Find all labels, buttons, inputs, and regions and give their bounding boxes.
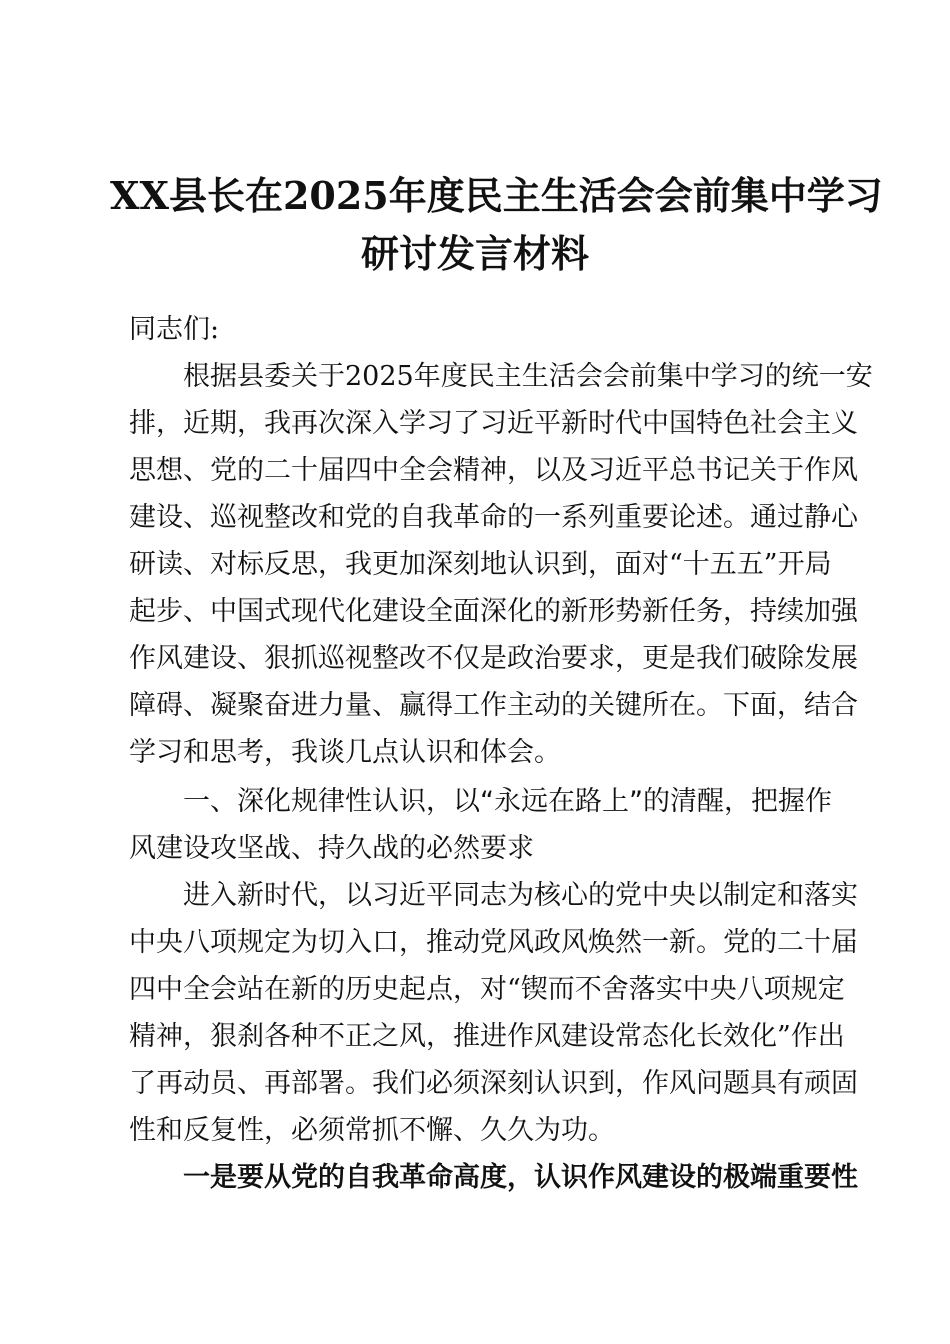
document-title-line-2: 研讨发言材料 — [360, 231, 589, 276]
paragraph-line: 障碍、凝聚奋进力量、赢得工作主动的关键所在。下面，结合 — [129, 690, 858, 721]
paragraph-line: 起步、中国式现代化建设全面深化的新形势新任务，持续加强 — [129, 596, 858, 627]
section-heading-line: 一、深化规律性认识，以“永远在路上”的清醒，把握作 — [183, 786, 832, 817]
paragraph-line: 进入新时代，以习近平同志为核心的党中央以制定和落实 — [183, 880, 858, 911]
paragraph-line: 学习和思考，我谈几点认识和体会。 — [129, 737, 561, 768]
paragraph-line: 性和反复性，必须常抓不懈、久久为功。 — [129, 1115, 615, 1146]
document-title-line-1: XX县长在2025年度民主生活会会前集中学习 — [110, 173, 883, 218]
paragraph-line: 思想、党的二十届四中全会精神，以及习近平总书记关于作风 — [129, 455, 858, 486]
paragraph-line: 作风建设、狠抓巡视整改不仅是政治要求，更是我们破除发展 — [129, 643, 858, 674]
salutation: 同志们: — [129, 314, 220, 345]
subheading: 一是要从党的自我革命高度，认识作风建设的极端重要性 — [183, 1162, 858, 1193]
paragraph-line: 排，近期，我再次深入学习了习近平新时代中国特色社会主义 — [129, 408, 858, 439]
paragraph-line: 建设、巡视整改和党的自我革命的一系列重要论述。通过静心 — [129, 502, 858, 533]
paragraph-line: 研读、对标反思，我更加深刻地认识到，面对“十五五”开局 — [129, 549, 832, 580]
paragraph-line: 四中全会站在新的历史起点，对“锲而不舍落实中央八项规定 — [129, 974, 845, 1005]
paragraph-line: 了再动员、再部署。我们必须深刻认识到，作风问题具有顽固 — [129, 1068, 858, 1099]
paragraph-line: 根据县委关于2025年度民主生活会会前集中学习的统一安 — [183, 361, 873, 392]
paragraph-line: 精神，狠刹各种不正之风，推进作风建设常态化长效化”作出 — [129, 1021, 845, 1052]
section-heading-line: 风建设攻坚战、持久战的必然要求 — [129, 833, 534, 864]
paragraph-line: 中央八项规定为切入口，推动党风政风焕然一新。党的二十届 — [129, 927, 858, 958]
